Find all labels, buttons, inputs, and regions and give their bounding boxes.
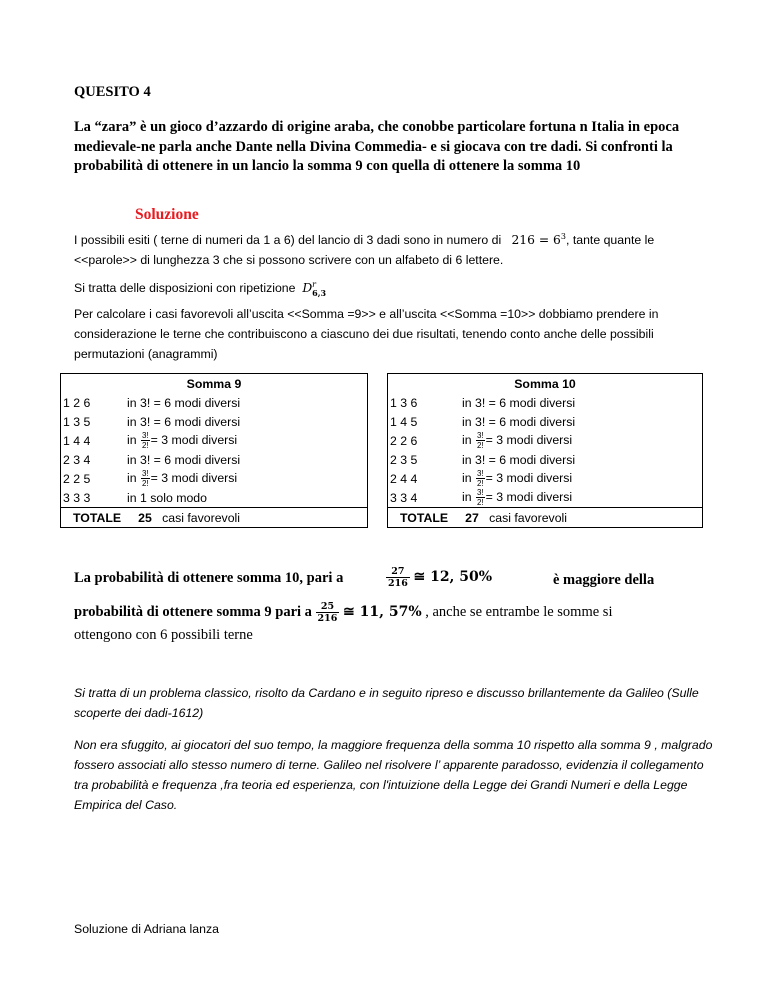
result-line-1-text: La probabilità di ottenere somma 10, pari a (74, 570, 344, 586)
result-line-1-end: è maggiore della (553, 572, 655, 588)
factorial-fraction: $\frac{3!}{2!}$ (142, 431, 149, 450)
sum-9-triple: 2 2 5 (63, 471, 91, 486)
fraction-27-216: $\frac{27}{216}$ (388, 566, 408, 589)
sum-9-total-suffix: casi favorevoli (162, 510, 240, 525)
sum-10-ways: in $\frac{3!}{2!}$ = 3 modi diversi (462, 431, 573, 450)
factorial-fraction: $\frac{3!}{2!}$ (477, 431, 484, 450)
sum-10-row (388, 431, 703, 450)
sum-10-total-label: TOTALE (400, 510, 449, 525)
dispositions-symbol: D r 6,3 (302, 279, 327, 298)
sum-9-row (61, 488, 368, 508)
sum-10-ways: in $\frac{3!}{2!}$ = 3 modi diversi (462, 469, 573, 488)
sum-9-total-value: 25 (138, 510, 152, 525)
sum-10-total-row (388, 508, 703, 528)
sum-9-row (61, 393, 368, 412)
sum-10-ways: in $\frac{3!}{2!}$ = 3 modi diversi (462, 488, 573, 507)
sum-9-row (61, 412, 368, 431)
sum-10-total-suffix: casi favorevoli (489, 510, 567, 525)
sum-9-triple: 1 3 5 (63, 414, 91, 429)
outcomes-text-a: I possibili esiti ( terne di numeri da 1 a 6) del lancio di 3 dadi sono in numero di (74, 233, 502, 248)
sum-10-triple: 2 2 6 (390, 433, 418, 448)
sum-10-row (388, 412, 703, 431)
sum-9-header: Somma 9 (186, 376, 242, 391)
dispositions-text: Si tratta delle disposizioni con ripetizione (74, 281, 296, 295)
result-sum10-formula (386, 566, 492, 589)
sum-9-ways: in 3! = 6 modi diversi (127, 414, 241, 429)
sum-9-triple: 3 3 3 (63, 490, 91, 505)
sum-10-row (388, 450, 703, 469)
sum-10-row (388, 469, 703, 488)
history-note: Si tratta di un problema classico, risolto da Cardano e in seguito ripreso e discusso brillantemente da Galileo (Sulle scoperte dei dadi-1612) (74, 686, 699, 720)
sum-9-triple: 2 3 4 (63, 452, 91, 467)
sum-9-ways: in $\frac{3!}{2!}$ = 3 modi diversi (127, 431, 238, 450)
sum-10-header: Somma 10 (514, 376, 576, 391)
sum-10-table (387, 373, 703, 528)
outcomes-formula: $216 = 6^3$ (511, 232, 566, 248)
sum-9-ways: in $\frac{3!}{2!}$ = 3 modi diversi (127, 469, 238, 488)
sum-10-triple: 2 3 5 (390, 452, 418, 467)
approx-12-50: ≅ 12, 50% (413, 568, 493, 585)
sum-9-total-row (61, 508, 368, 528)
sum-9-ways: in 1 solo modo (127, 490, 207, 505)
sum-9-row (61, 431, 368, 450)
sum-9-ways: in 3! = 6 modi diversi (127, 395, 241, 410)
approx-11-57: ≅ 11, 57% (343, 603, 422, 620)
result-line-3: ottengono con 6 possibili terne (74, 627, 253, 643)
sum-10-row (388, 488, 703, 508)
sum-10-ways: in 3! = 6 modi diversi (462, 452, 576, 467)
result-line-2-text: probabilità di ottenere somma 9 pari a (74, 603, 312, 620)
dispositions-paragraph (74, 278, 326, 298)
factorial-fraction: $\frac{3!}{2!}$ (142, 469, 149, 488)
factorial-fraction: $\frac{3!}{2!}$ (477, 488, 484, 507)
footer-author: Soluzione di Adriana lanza (74, 922, 219, 936)
sum-10-row (388, 393, 703, 412)
sum-10-triple: 1 3 6 (390, 395, 418, 410)
sum-9-triple: 1 2 6 (63, 395, 91, 410)
sum-9-table (60, 373, 368, 528)
result-line-2-end: , anche se entrambe le somme si (425, 603, 613, 620)
solution-heading: Soluzione (135, 206, 199, 223)
outcomes-text-b: , tante quante le <<parole>> di lunghezza 3 che si possono scrivere con un alfabeto di 6 lettere. (74, 233, 655, 268)
sum-10-ways: in 3! = 6 modi diversi (462, 395, 576, 410)
sum-9-triple: 1 4 4 (63, 433, 91, 448)
paradox-note: Non era sfuggito, ai giocatori del suo tempo, la maggiore frequenza della somma 10 rispetto alla somma 9 , malgrado fossero associati allo stesso numero di terne. Galileo nel risolvere l’ apparente paradosso, evidenzia il collegamento tra probabilità e frequenza ,fra teoria ed esperienza, con l'intuizione della Legge dei Grandi Numeri e della Legge Empirica del Caso. (74, 738, 713, 812)
sum-10-total-value: 27 (465, 510, 479, 525)
result-line-2 (74, 601, 612, 624)
sum-9-total-label: TOTALE (73, 510, 122, 525)
problem-statement: La “zara” è un gioco d’azzardo di origine araba, che conobbe particolare fortuna n Italia in epoca medievale-ne parla anche Dante nella Divina Commedia- e si giocava con tre dadi. Si confronti la probabilità di ottenere in un lancio la somma 9 con quella di ottenere la somma 10 (74, 119, 680, 174)
fraction-25-216: $\frac{25}{216}$ (317, 601, 338, 624)
question-title: QUESITO 4 (74, 84, 151, 100)
factorial-fraction: $\frac{3!}{2!}$ (477, 469, 484, 488)
outcomes-paragraph (74, 227, 714, 270)
sum-10-triple: 2 4 4 (390, 471, 418, 486)
sum-10-triple: 3 3 4 (390, 490, 418, 505)
result-line-1 (74, 570, 343, 587)
sum-10-ways: in 3! = 6 modi diversi (462, 414, 576, 429)
sum-10-triple: 1 4 5 (390, 414, 418, 429)
method-paragraph: Per calcolare i casi favorevoli all’uscita <<Somma =9>> e all’uscita <<Somma =10>> dobbiamo prendere in considerazione le terne che contribuiscono a ciascuno dei due risultati, tenendo conto anche delle possibili permutazioni (anagrammi) (74, 307, 659, 361)
sum-9-ways: in 3! = 6 modi diversi (127, 452, 241, 467)
sum-9-row (61, 450, 368, 469)
sum-9-row (61, 469, 368, 488)
